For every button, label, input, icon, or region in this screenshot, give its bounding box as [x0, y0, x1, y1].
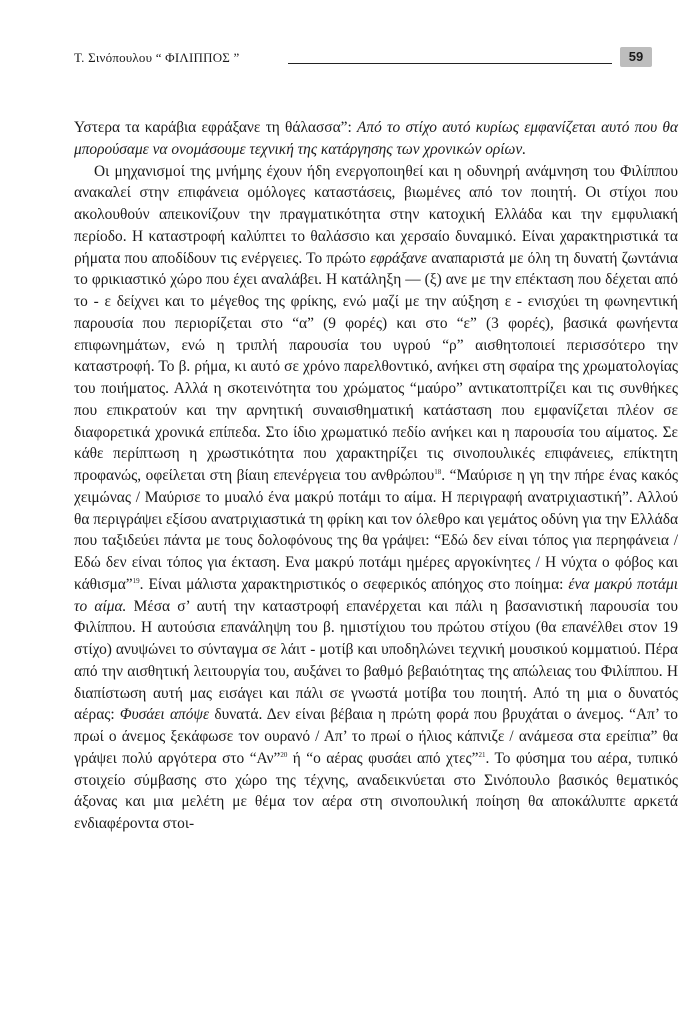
p2-text-5: Μέσα σ’ αυτή την καταστροφή επανέρχεται και πάλι η βασανιστική παρουσία του Φιλίππου. Η αυτούσια επανάληψη του β. ημιστίχιου του πρώτου στίχου (θα επανέλθει στον 19 στίχο) ανυψώνει το σύνταγμα σε λάιτ - μοτίβ και υποδηλώνει τεχνική μουσικού κομματιού. Πέρα από την αισθητική λειτουργία του, αυξάνει το βαθμό βεβαιότητας της απώλειας του Φιλίππου. Η διαπίστωση αυτή μας εισάγει και πάλι σε γνωστά μοτίβα του ποιητή. Από τη μια ο δυνατός αέρας:: [74, 597, 678, 724]
p2-text-4: . Είναι μάλιστα χαρακτηριστικός ο σεφερικός απόηχος στο ποίημα:: [139, 575, 569, 593]
running-head: Τ. Σινόπουλου “ ΦΙΛΙΠΠΟΣ ”: [74, 50, 240, 65]
p2-text-6: δυνατά. Δεν είναι βέβαια η πρώτη φορά που βρυχάται ο άνεμος. “Απ’ το πρωί ο άνεμος ξεκάφωσε τον ουρανό / Απ’ το πρωί ο ήλιος κάπνιζε / ανάμεσα στα ερείπια” θα γράψει πολύ αργότερα στο “Αν”: [74, 706, 678, 767]
p2-italic-quote: ένα μακρύ ποτάμι το αίμα.: [74, 575, 678, 615]
footnote-ref-19: 19: [132, 576, 140, 585]
footnote-ref-18: 18: [434, 468, 442, 476]
body-text: [74, 117, 678, 835]
page-header: [74, 46, 652, 72]
p2-text-7: ή “ο αέρας φυσάει από χτες”: [287, 749, 479, 767]
p1-text: Υστερα τα καράβια εφράξανε τη θάλασσα”:: [74, 119, 357, 136]
header-rule: [288, 63, 612, 64]
p2-text-8: . Το φύσημα του αέρα, τυπικό στοιχείο σύμβασης στο χώρο της τέχνης, αναδεικνύεται στο Σινόπουλο βασικός θεματικός άξονας και μια μελέτη με θέμα τον αέρα στη σινοπουλική ποίηση θα αποκάλυπτε αρκετά ενδιαφέροντα στοι-: [74, 749, 678, 832]
p2-text-1: Οι μηχανισμοί της μνήμης έχουν ήδη ενεργοποιηθεί και η οδυνηρή ανάμνηση του Φιλίππου ανακαλεί στην επιφάνεια ομόλογες καταστάσεις, βιωμένες από τον ποιητή. Οι στίχοι που ακολουθούν απεικονίζουν την πραγματικότητα στην κατοχική Ελλάδα και την εμφυλιακή περίοδο. Η καταστροφή καλύπτει το θαλάσσιο και χερσαίο δυναμικό. Είναι χαρακτηριστικά τα ρήματα που αποδίδουν τις ενέργειες. Το πρώτο: [74, 162, 678, 267]
p1-italic: Από το στίχο αυτό κυρίως εμφανίζεται αυτό που θα μπορούσαμε να ονομάσουμε τεχνική της κατάργησης των χρονικών ορίων.: [74, 119, 679, 158]
footnote-ref-20: 20: [280, 750, 288, 759]
paragraph-2: [74, 161, 678, 835]
p2-italic-verb: εφράξανε: [370, 249, 427, 267]
p2-text-3: . “Μαύρισε η γη την πήρε ένας κακός χειμώνας / Μαύρισε το μυαλό ένα μακρύ ποτάμι το αίμα. Η περιγραφή ανατριχιαστική”. Αλλού θα περιγράψει εξίσου ανατριχιαστικά τη φρίκη και τον όλεθρο και γεμάτος οδύνη για την Ελλάδα που ταξιδεύει πάντα με τους δολοφόνους της θα γράψει: “Εδώ δεν είναι τόπος για περηφάνεια / Εδώ δεν είναι τόπος για έκταση. Ενα μακρύ ποτάμι ημέρες αργοκίνητες / Η νύχτα ο φόβος και κάθισμα”: [74, 467, 679, 593]
paragraph-1: [74, 117, 678, 161]
footnote-ref-21: 21: [478, 750, 486, 759]
page-number: 59: [620, 47, 652, 67]
p2-text-2: αναπαριστά με όλη τη δυνατή ζωντάνια το φρικιαστικό χώρο που έχει αναλάβει. Η κατάληξη — (ξ) ανε με την επέκταση που δέχεται από το - ε δείχνει και το μέγεθος της φρίκης, ενώ μαζί με την αύξηση ε - ενισχύει τη φωνηεντική παρουσία που περιορίζεται στο “α” (9 φορές) και στο “ε” (3 φορές), βασικά φωνήεντα επιφωνημάτων, ενώ η τριπλή παρουσία του υγρού “ρ” αισθητοποιεί περισσότερο την καταστροφή. Το β. ρήμα, κι αυτό σε χρόνο παρελθοντικό, ανήκει στη σφαίρα της χρωματολογίας του ποιήματος. Αλλά η σκοτεινότητα του χρώματος “μαύρο” αντικατοπτρίζει και τις συνθήκες που επικρατούν και την αρνητική συναισθηματική κατάσταση που εμφανίζεται πλέον σε διαφορετικά χρονικά επίπεδα. Στο ίδιο χρωματικό πεδίο ανήκει και η παρουσία του αίματος. Σε κάθε περίπτωση η χρωστικότητα που χαρακτηρίζει τις σινοπουλικές επιφάνειες, επίκτητη προφανώς, οφείλεται στη βίαιη επενέργεια του ανθρώπου: [74, 249, 678, 484]
p2-italic-phrase: Φυσάει απόψε: [119, 706, 210, 724]
